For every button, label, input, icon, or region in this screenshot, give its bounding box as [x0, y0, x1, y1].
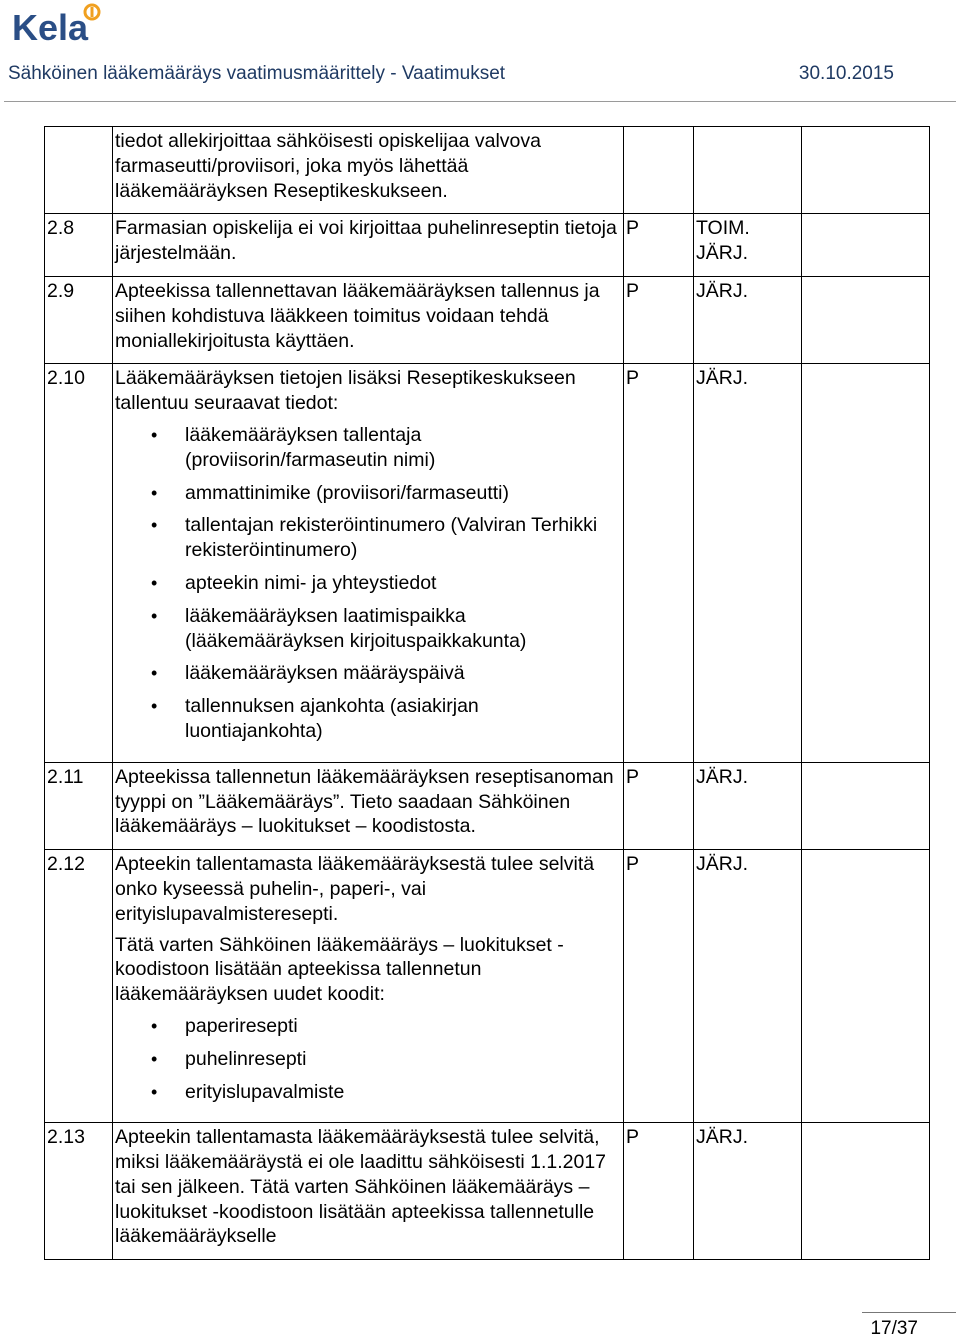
requirement-text-cell [113, 214, 624, 277]
requirement-number: 2.12 [47, 853, 85, 876]
requirement-text: Apteekin tallentamasta lääkemääräyksestä tulee selvitä, miksi lääkemääräystä ei ole laadittu sähköisesti 1.1.2017 tai sen jälkeen. Tätä varten Sähköinen lääkemääräys – luokitukset -koodistoon lisätään apteekissa tallennetulle lääkemääräykselle [115, 1126, 607, 1248]
list-item: • ammattinimike (proviisori/farmaseutti) [185, 481, 621, 506]
list-item: • apteekin nimi- ja yhteystiedot [185, 571, 621, 596]
priority-cell [624, 762, 694, 849]
requirement-number-cell [45, 1123, 113, 1260]
empty-cell [802, 276, 930, 363]
requirement-number-cell [45, 364, 113, 762]
requirement-number-cell [45, 850, 113, 1123]
requirement-number-cell [45, 762, 113, 849]
priority-value [626, 127, 691, 139]
list-item: • puhelinresepti [185, 1047, 621, 1072]
requirement-text: Lääkemääräyksen tietojen lisäksi Reseptikeskukseen tallentuu seuraavat tiedot: [115, 367, 576, 415]
empty-cell [802, 214, 930, 277]
type-cell [694, 364, 802, 762]
type-value: JÄRJ. [696, 853, 749, 876]
requirement-text: Apteekin tallentamasta lääkemääräyksestä tulee selvitä onko kyseessä puhelin-, paperi-, vai erityislupavalmisteresepti. [115, 853, 595, 925]
requirement-text: Apteekissa tallennettavan lääkemääräyksen tallennus ja siihen kohdistuva lääkkeen toimitus voidaan tehdä moniallekirjoitusta käyttäen. [115, 279, 600, 352]
type-value: TOIM. JÄRJ. [696, 217, 750, 265]
bullet-list [115, 1014, 621, 1104]
priority-value: P [626, 765, 640, 788]
requirement-row [45, 1123, 930, 1260]
priority-value: P [626, 1126, 640, 1149]
type-value: JÄRJ. [696, 367, 749, 390]
requirement-text-cell [113, 364, 624, 762]
empty-cell [802, 364, 930, 762]
list-item: • lääkemääräyksen määräyspäivä [185, 661, 621, 686]
document-date: 30.10.2015 [798, 63, 894, 84]
page-number: 17/37 [870, 1318, 918, 1339]
requirement-number-cell [45, 276, 113, 363]
empty-cell [802, 762, 930, 849]
logo-text: Kela [12, 7, 89, 46]
requirement-row [45, 364, 930, 762]
type-cell [694, 127, 802, 214]
priority-cell [624, 364, 694, 762]
requirement-subtext: Tätä varten Sähköinen lääkemääräys – luokitukset -koodistoon lisätään apteekissa tallennetun lääkemääräyksen uudet koodit: [115, 933, 564, 1006]
type-value [696, 127, 756, 139]
priority-value: P [626, 279, 640, 302]
type-cell [694, 276, 802, 363]
requirement-row [45, 127, 930, 214]
requirement-number: 2.10 [47, 367, 85, 390]
requirement-number [47, 127, 110, 139]
header-divider [4, 101, 956, 102]
type-value: JÄRJ. [696, 1126, 749, 1149]
document-title: Sähköinen lääkemääräys vaatimusmäärittely - Vaatimukset [8, 63, 506, 84]
list-item: • paperiresepti [185, 1014, 621, 1039]
footer-divider [862, 1312, 956, 1313]
priority-cell [624, 214, 694, 277]
requirement-number: 2.13 [47, 1126, 85, 1149]
type-cell [694, 850, 802, 1123]
requirement-text: Farmasian opiskelija ei voi kirjoittaa puhelinreseptin tietoja järjestelmään. [115, 217, 617, 265]
list-item: • tallentajan rekisteröintinumero (Valviran Terhikki rekisteröintinumero) [185, 513, 621, 563]
requirement-row [45, 214, 930, 277]
requirement-row [45, 276, 930, 363]
requirement-text: tiedot allekirjoittaa sähköisesti opiskelijaa valvova farmaseutti/proviisori, joka myös lähettää lääkemääräyksen Reseptikeskukseen. [115, 130, 541, 202]
requirement-row [45, 850, 930, 1123]
requirement-text-cell [113, 1123, 624, 1260]
type-cell [694, 762, 802, 849]
priority-cell [624, 850, 694, 1123]
requirement-number: 2.11 [47, 765, 84, 788]
requirement-number-cell [45, 214, 113, 277]
priority-value: P [626, 367, 640, 390]
type-value: JÄRJ. [696, 765, 749, 788]
requirements-table [44, 126, 930, 1260]
list-item: • lääkemääräyksen tallentaja (proviisorin/farmaseutin nimi) [185, 423, 621, 473]
priority-cell [624, 127, 694, 214]
requirement-text-cell [113, 127, 624, 214]
requirement-number: 2.9 [47, 279, 75, 302]
requirement-number: 2.8 [47, 217, 75, 240]
type-cell [694, 1123, 802, 1260]
bullet-list [115, 423, 621, 744]
list-item: • erityislupavalmiste [185, 1080, 621, 1105]
priority-value: P [626, 217, 640, 240]
kela-logo [10, 2, 105, 46]
requirement-text-cell [113, 850, 624, 1123]
requirement-text: Apteekissa tallennetun lääkemääräyksen reseptisanoman tyyppi on ”Lääkemääräys”. Tieto saadaan Sähköinen lääkemääräys – luokitukset – koodistosta. [115, 765, 614, 838]
empty-cell [802, 850, 930, 1123]
list-item: • lääkemääräyksen laatimispaikka (lääkemääräyksen kirjoituspaikkakunta) [185, 604, 621, 654]
empty-cell [802, 127, 930, 214]
priority-cell [624, 1123, 694, 1260]
requirement-text-cell [113, 276, 624, 363]
type-cell [694, 214, 802, 277]
requirement-number-cell [45, 127, 113, 214]
priority-cell [624, 276, 694, 363]
type-value: JÄRJ. [696, 279, 749, 302]
requirement-row [45, 762, 930, 849]
requirement-text-cell [113, 762, 624, 849]
priority-value: P [626, 853, 640, 876]
list-item: • tallennuksen ajankohta (asiakirjan luontiajankohta) [185, 694, 621, 744]
empty-cell [802, 1123, 930, 1260]
